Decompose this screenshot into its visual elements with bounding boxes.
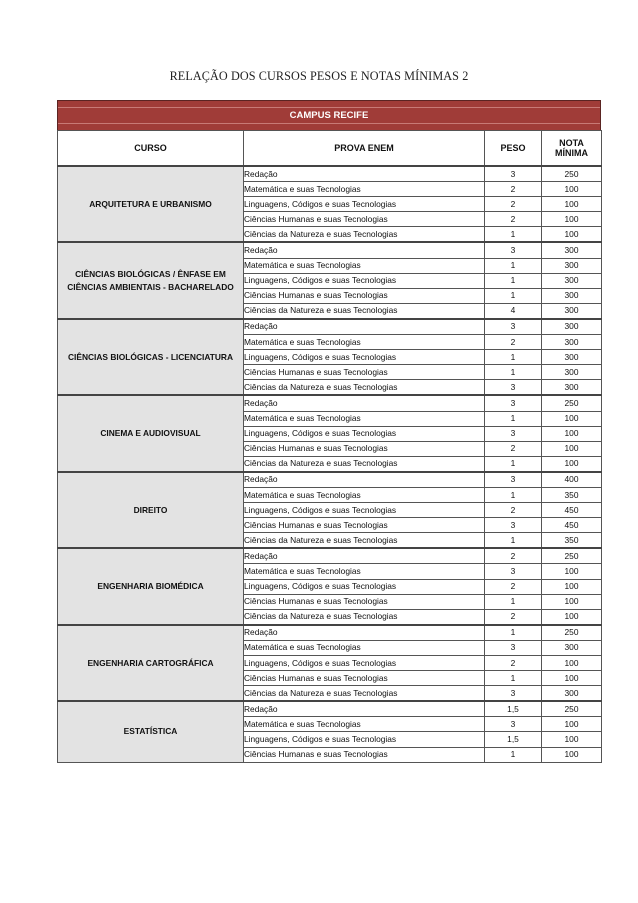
- peso-cell: 1,5: [485, 732, 542, 747]
- peso-cell: 2: [485, 609, 542, 625]
- prova-cell: Ciências da Natureza e suas Tecnologias: [244, 303, 485, 319]
- peso-cell: 3: [485, 426, 542, 441]
- header-curso: CURSO: [58, 131, 244, 167]
- prova-cell: Matemática e suas Tecnologias: [244, 564, 485, 579]
- prova-cell: Redação: [244, 701, 485, 717]
- peso-cell: 1: [485, 747, 542, 762]
- prova-cell: Redação: [244, 472, 485, 488]
- peso-cell: 3: [485, 564, 542, 579]
- prova-cell: Ciências Humanas e suas Tecnologias: [244, 212, 485, 227]
- peso-cell: 3: [485, 166, 542, 182]
- peso-cell: 1: [485, 258, 542, 273]
- nota-cell: 100: [542, 426, 602, 441]
- nota-cell: 300: [542, 319, 602, 335]
- nota-cell: 300: [542, 242, 602, 258]
- nota-cell: 450: [542, 503, 602, 518]
- table-row: [58, 319, 602, 335]
- table-row: [58, 701, 602, 717]
- peso-cell: 2: [485, 212, 542, 227]
- header-peso: PESO: [485, 131, 542, 167]
- prova-cell: Ciências Humanas e suas Tecnologias: [244, 441, 485, 456]
- prova-cell: Linguagens, Códigos e suas Tecnologias: [244, 732, 485, 747]
- nota-cell: 400: [542, 472, 602, 488]
- nota-cell: 100: [542, 579, 602, 594]
- peso-cell: 1: [485, 533, 542, 549]
- nota-cell: 100: [542, 212, 602, 227]
- peso-cell: 1,5: [485, 701, 542, 717]
- nota-cell: 100: [542, 717, 602, 732]
- course-name-cell: DIREITO: [58, 472, 244, 548]
- header-prova: PROVA ENEM: [244, 131, 485, 167]
- peso-cell: 1: [485, 227, 542, 243]
- prova-cell: Redação: [244, 625, 485, 641]
- peso-cell: 3: [485, 472, 542, 488]
- prova-cell: Matemática e suas Tecnologias: [244, 335, 485, 350]
- course-name-cell: ARQUITETURA E URBANISMO: [58, 166, 244, 242]
- peso-cell: 2: [485, 197, 542, 212]
- campus-header-bar: [57, 100, 601, 131]
- peso-cell: 3: [485, 319, 542, 335]
- nota-cell: 100: [542, 197, 602, 212]
- nota-cell: 100: [542, 594, 602, 609]
- peso-cell: 3: [485, 640, 542, 655]
- prova-cell: Ciências da Natureza e suas Tecnologias: [244, 533, 485, 549]
- nota-cell: 300: [542, 380, 602, 396]
- peso-cell: 1: [485, 456, 542, 472]
- page-title: RELAÇÃO DOS CURSOS PESOS E NOTAS MÍNIMAS 2: [169, 69, 469, 83]
- prova-cell: Ciências Humanas e suas Tecnologias: [244, 671, 485, 686]
- prova-cell: Redação: [244, 242, 485, 258]
- peso-cell: 1: [485, 350, 542, 365]
- peso-cell: 4: [485, 303, 542, 319]
- peso-cell: 3: [485, 686, 542, 702]
- nota-cell: 300: [542, 335, 602, 350]
- prova-cell: Linguagens, Códigos e suas Tecnologias: [244, 503, 485, 518]
- nota-cell: 100: [542, 609, 602, 625]
- table-body: [58, 166, 602, 762]
- peso-cell: 1: [485, 411, 542, 426]
- peso-cell: 1: [485, 487, 542, 502]
- nota-cell: 100: [542, 671, 602, 686]
- prova-cell: Ciências da Natureza e suas Tecnologias: [244, 380, 485, 396]
- prova-cell: Ciências da Natureza e suas Tecnologias: [244, 609, 485, 625]
- prova-cell: Linguagens, Códigos e suas Tecnologias: [244, 350, 485, 365]
- course-name-cell: ESTATÍSTICA: [58, 701, 244, 762]
- nota-cell: 300: [542, 288, 602, 303]
- course-name-cell: CINEMA E AUDIOVISUAL: [58, 395, 244, 471]
- peso-cell: 2: [485, 548, 542, 564]
- header-nota: [542, 131, 602, 167]
- nota-cell: 100: [542, 411, 602, 426]
- nota-cell: 300: [542, 686, 602, 702]
- nota-cell: 300: [542, 303, 602, 319]
- prova-cell: Matemática e suas Tecnologias: [244, 487, 485, 502]
- nota-cell: 300: [542, 273, 602, 288]
- nota-cell: 300: [542, 350, 602, 365]
- courses-table: [57, 130, 602, 763]
- peso-cell: 1: [485, 625, 542, 641]
- nota-cell: 450: [542, 518, 602, 533]
- prova-cell: Redação: [244, 395, 485, 411]
- prova-cell: Redação: [244, 319, 485, 335]
- peso-cell: 3: [485, 395, 542, 411]
- nota-cell: 250: [542, 166, 602, 182]
- nota-cell: 250: [542, 548, 602, 564]
- peso-cell: 1: [485, 365, 542, 380]
- prova-cell: Ciências da Natureza e suas Tecnologias: [244, 456, 485, 472]
- peso-cell: 3: [485, 380, 542, 396]
- course-name-cell: ENGENHARIA CARTOGRÁFICA: [58, 625, 244, 701]
- peso-cell: 3: [485, 717, 542, 732]
- peso-cell: 1: [485, 288, 542, 303]
- prova-cell: Ciências Humanas e suas Tecnologias: [244, 594, 485, 609]
- prova-cell: Matemática e suas Tecnologias: [244, 411, 485, 426]
- nota-cell: 250: [542, 625, 602, 641]
- prova-cell: Linguagens, Códigos e suas Tecnologias: [244, 579, 485, 594]
- course-name-cell: CIÊNCIAS BIOLÓGICAS - LICENCIATURA: [58, 319, 244, 395]
- nota-cell: 300: [542, 365, 602, 380]
- prova-cell: Redação: [244, 548, 485, 564]
- nota-cell: 300: [542, 640, 602, 655]
- table-row: [58, 472, 602, 488]
- peso-cell: 3: [485, 518, 542, 533]
- peso-cell: 1: [485, 273, 542, 288]
- table-row: [58, 166, 602, 182]
- nota-cell: 100: [542, 227, 602, 243]
- nota-cell: 350: [542, 487, 602, 502]
- table-row: [58, 548, 602, 564]
- prova-cell: Redação: [244, 166, 485, 182]
- peso-cell: 2: [485, 441, 542, 456]
- prova-cell: Ciências da Natureza e suas Tecnologias: [244, 686, 485, 702]
- nota-cell: 250: [542, 701, 602, 717]
- nota-cell: 100: [542, 747, 602, 762]
- peso-cell: 3: [485, 242, 542, 258]
- prova-cell: Linguagens, Códigos e suas Tecnologias: [244, 273, 485, 288]
- prova-cell: Linguagens, Códigos e suas Tecnologias: [244, 426, 485, 441]
- prova-cell: Linguagens, Códigos e suas Tecnologias: [244, 656, 485, 671]
- prova-cell: Matemática e suas Tecnologias: [244, 640, 485, 655]
- peso-cell: 1: [485, 671, 542, 686]
- nota-cell: 300: [542, 258, 602, 273]
- peso-cell: 2: [485, 656, 542, 671]
- prova-cell: Matemática e suas Tecnologias: [244, 717, 485, 732]
- table-row: [58, 395, 602, 411]
- header-nota-line1: NOTA: [559, 138, 584, 148]
- prova-cell: Linguagens, Códigos e suas Tecnologias: [244, 197, 485, 212]
- header-nota-line2: MÍNIMA: [555, 148, 588, 158]
- prova-cell: Matemática e suas Tecnologias: [244, 258, 485, 273]
- nota-cell: 100: [542, 441, 602, 456]
- peso-cell: 2: [485, 335, 542, 350]
- peso-cell: 2: [485, 579, 542, 594]
- table-header-row: [58, 131, 602, 167]
- table-row: [58, 242, 602, 258]
- prova-cell: Ciências Humanas e suas Tecnologias: [244, 288, 485, 303]
- course-name-cell: CIÊNCIAS BIOLÓGICAS / ÊNFASE EM CIÊNCIAS AMBIENTAIS - BACHARELADO: [58, 242, 244, 318]
- nota-cell: 100: [542, 732, 602, 747]
- nota-cell: 100: [542, 656, 602, 671]
- prova-cell: Ciências Humanas e suas Tecnologias: [244, 747, 485, 762]
- prova-cell: Ciências Humanas e suas Tecnologias: [244, 518, 485, 533]
- nota-cell: 350: [542, 533, 602, 549]
- peso-cell: 2: [485, 182, 542, 197]
- nota-cell: 250: [542, 395, 602, 411]
- prova-cell: Matemática e suas Tecnologias: [244, 182, 485, 197]
- nota-cell: 100: [542, 182, 602, 197]
- course-name-cell: ENGENHARIA BIOMÉDICA: [58, 548, 244, 624]
- campus-name: CAMPUS RECIFE: [58, 107, 600, 124]
- prova-cell: Ciências da Natureza e suas Tecnologias: [244, 227, 485, 243]
- nota-cell: 100: [542, 456, 602, 472]
- peso-cell: 2: [485, 503, 542, 518]
- peso-cell: 1: [485, 594, 542, 609]
- table-row: [58, 625, 602, 641]
- nota-cell: 100: [542, 564, 602, 579]
- prova-cell: Ciências Humanas e suas Tecnologias: [244, 365, 485, 380]
